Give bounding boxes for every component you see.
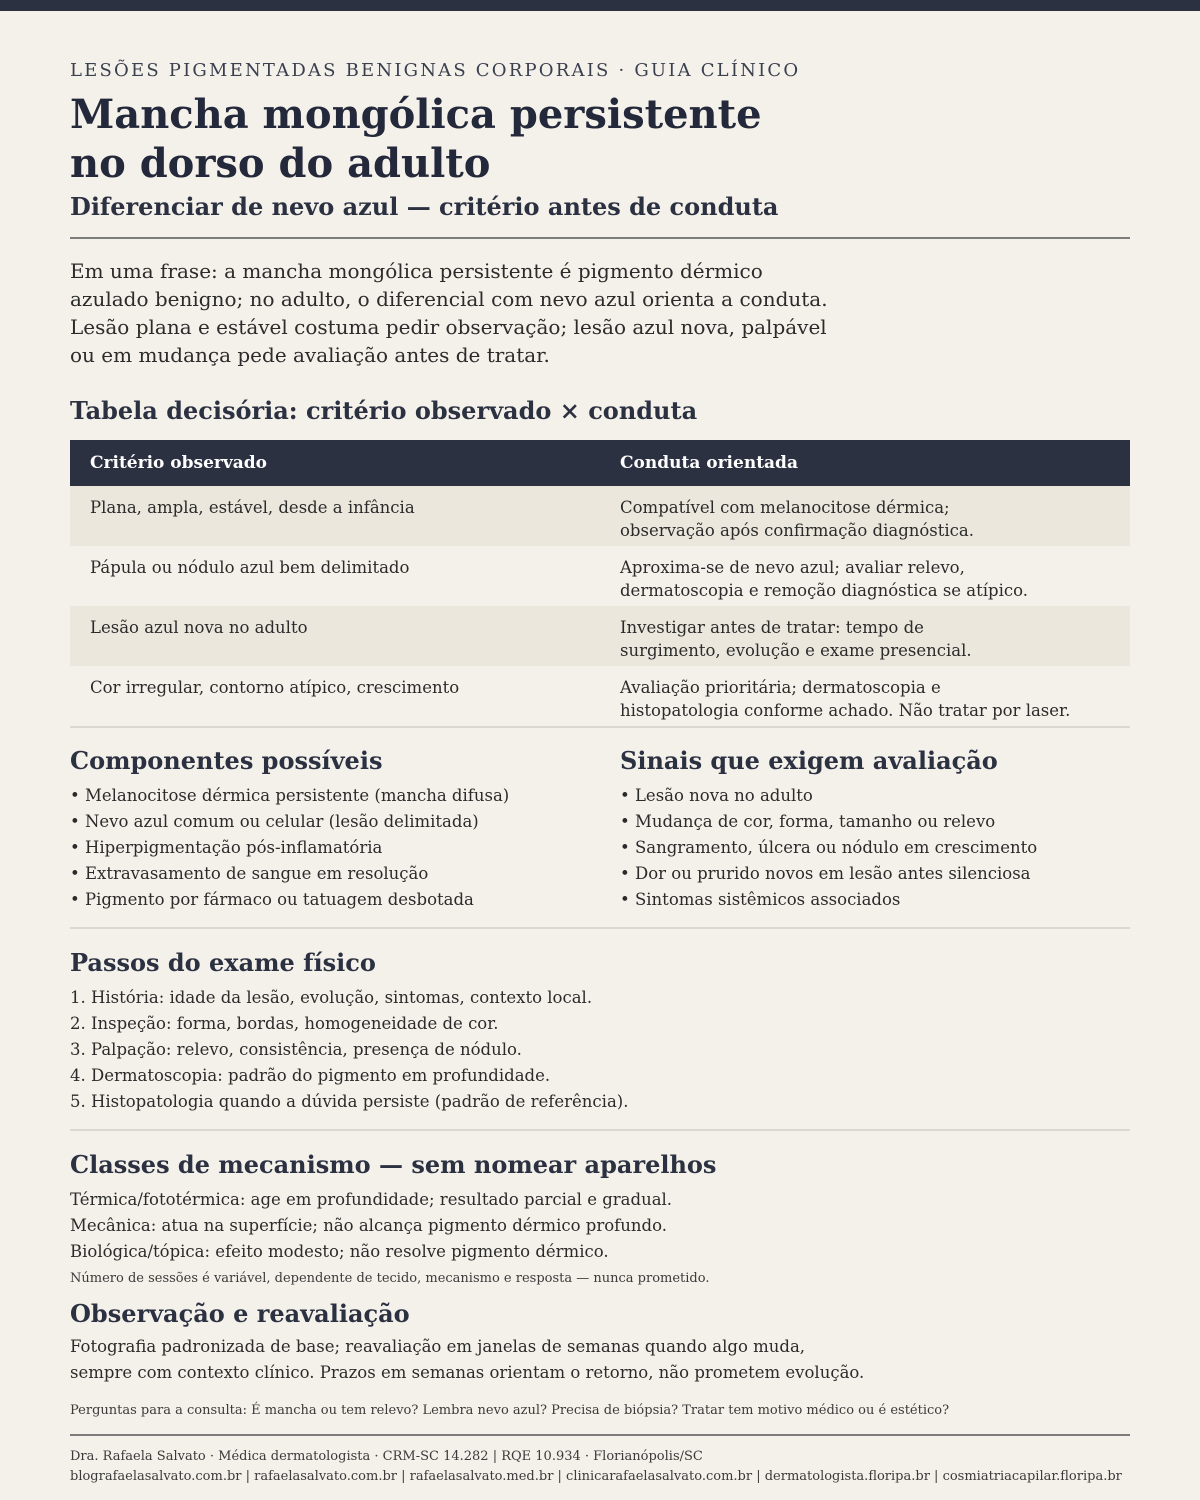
observation-line-1: Fotografia padronizada de base; reavaliação em janelas de semanas quando algo muda, (70, 1337, 806, 1356)
list-item: 1. História: idade da lesão, evolução, sintomas, contexto local. (70, 988, 593, 1007)
table-header-row (70, 440, 1130, 486)
title-line-2: no dorso do adulto (70, 140, 491, 187)
components-list (70, 783, 509, 913)
section-divider (70, 1129, 1130, 1131)
conduct-line: Investigar antes de tratar: tempo de (620, 618, 924, 637)
conduct-cell (600, 606, 1130, 666)
lead-paragraph: Em uma frase: a mancha mongólica persistente é pigmento dérmico azulado benigno; no adulto, o diferencial com nevo azul orienta a conduta. Lesão plana e estável costuma pedir observação; lesão azul nova, palpável ou em mudança pede avaliação antes de tratar. (70, 259, 828, 367)
title-line-1: Mancha mongólica persistente (70, 91, 762, 138)
conduct-line: Avaliação prioritária; dermatoscopia e (620, 678, 941, 697)
list-item: 2. Inspeção: forma, bordas, homogeneidade de cor. (70, 1014, 499, 1033)
mechanism-section (70, 1150, 716, 1265)
table-row (70, 486, 1130, 546)
conduct-line: Compatível com melanocitose dérmica; (620, 498, 950, 517)
list-item: 5. Histopatologia quando a dúvida persiste (padrão de referência). (70, 1092, 629, 1111)
list-item: • Sintomas sistêmicos associados (620, 890, 901, 909)
list-item: • Melanocitose dérmica persistente (mancha difusa) (70, 786, 510, 805)
conduct-cell (600, 546, 1130, 606)
list-item: • Nevo azul comum ou celular (lesão delimitada) (70, 812, 479, 831)
list-item: • Pigmento por fármaco ou tatuagem desbotada (70, 890, 474, 909)
column-header-criterion: Critério observado (70, 440, 600, 486)
components-section (70, 746, 509, 913)
criterion-cell: Pápula ou nódulo azul bem delimitado (90, 558, 410, 577)
kicker: LESÕES PIGMENTADAS BENIGNAS CORPORAIS · GUIA CLÍNICO (70, 60, 801, 81)
list-item: • Hiperpigmentação pós-inflamatória (70, 838, 383, 857)
page-title (70, 90, 762, 188)
list-item: • Lesão nova no adulto (620, 786, 813, 805)
column-header-conduct: Conduta orientada (600, 440, 1130, 486)
components-heading: Componentes possíveis (70, 746, 383, 775)
signs-list (620, 783, 1037, 913)
list-item: • Mudança de cor, forma, tamanho ou relevo (620, 812, 996, 831)
criterion-cell: Lesão azul nova no adulto (70, 606, 600, 666)
author-credits: Dra. Rafaela Salvato · Médica dermatologista · CRM-SC 14.282 | RQE 10.934 · Florianópolis/SC (70, 1449, 703, 1464)
decision-table-heading: Tabela decisória: critério observado × conduta (70, 396, 698, 425)
signs-heading: Sinais que exigem avaliação (620, 746, 998, 775)
table-row (70, 666, 1130, 727)
list-item: 3. Palpação: relevo, consistência, presença de nódulo. (70, 1040, 522, 1059)
conduct-cell (600, 486, 1130, 546)
website-links: blografaelasalvato.com.br | rafaelasalvato.com.br | rafaelasalvato.med.br | clinicarafaelasalvato.com.br | dermatologista.floripa.br | cosmiatriacapilar.floripa.br (70, 1469, 1122, 1484)
list-item: 4. Dermatoscopia: padrão do pigmento em profundidade. (70, 1066, 551, 1085)
mechanism-line: Térmica/fototérmica: age em profundidade; resultado parcial e gradual. (70, 1190, 673, 1209)
signs-section (620, 746, 1037, 913)
exam-heading: Passos do exame físico (70, 948, 376, 977)
observation-heading: Observação e reavaliação (70, 1299, 410, 1328)
list-item: • Sangramento, úlcera ou nódulo em crescimento (620, 838, 1038, 857)
page-subtitle: Diferenciar de nevo azul — critério antes de conduta (70, 192, 779, 221)
consultation-questions: Perguntas para a consulta: É mancha ou tem relevo? Lembra nevo azul? Precisa de biópsia? Tratar tem motivo médico ou é estético? (70, 1403, 950, 1418)
conduct-line: Aproxima-se de nevo azul; avaliar relevo, (620, 558, 965, 577)
list-item: • Dor ou prurido novos em lesão antes silenciosa (620, 864, 1031, 883)
conduct-line: observação após confirmação diagnóstica. (620, 521, 975, 540)
exam-steps-list (70, 985, 628, 1115)
table-row (70, 606, 1130, 666)
header-divider (70, 237, 1130, 239)
observation-line-2: sempre com contexto clínico. Prazos em semanas orientam o retorno, não prometem evolução. (70, 1363, 865, 1382)
conduct-line: surgimento, evolução e exame presencial. (620, 641, 972, 660)
footer-divider (70, 1434, 1130, 1436)
criterion-cell: Cor irregular, contorno atípico, crescimento (70, 666, 600, 727)
mechanism-line: Biológica/tópica: efeito modesto; não resolve pigmento dérmico. (70, 1242, 609, 1261)
sessions-note: Número de sessões é variável, dependente de tecido, mecanismo e resposta — nunca prometido. (70, 1271, 710, 1286)
list-item: • Extravasamento de sangue em resolução (70, 864, 429, 883)
conduct-line: dermatoscopia e remoção diagnóstica se atípico. (620, 581, 1029, 600)
decision-table (70, 440, 1130, 728)
observation-text (70, 1334, 864, 1386)
section-divider (70, 927, 1130, 929)
table-row (70, 546, 1130, 606)
mechanism-line: Mecânica: atua na superfície; não alcança pigmento dérmico profundo. (70, 1216, 667, 1235)
conduct-cell (600, 666, 1130, 727)
criterion-cell: Plana, ampla, estável, desde a infância (70, 486, 600, 546)
mechanism-heading: Classes de mecanismo — sem nomear aparelhos (70, 1150, 717, 1179)
mechanism-list (70, 1187, 716, 1265)
top-accent-bar (0, 0, 1200, 11)
conduct-line: histopatologia conforme achado. Não tratar por laser. (620, 701, 1071, 720)
exam-section (70, 948, 628, 1115)
